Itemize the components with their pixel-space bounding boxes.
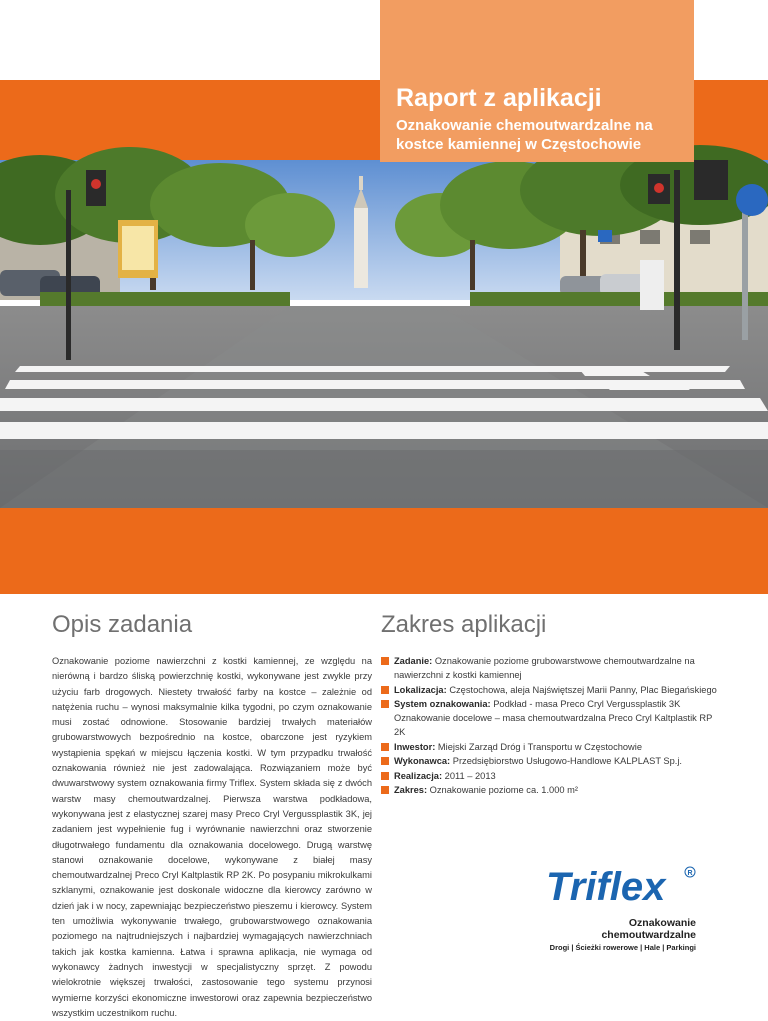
scope-item-task xyxy=(381,654,721,682)
scope-value: Podkład - masa Preco Cryl Vergussplastik 3K Oznakowanie docelowe – masa chemoutwardzalna Preco Cryl Kaltplastik RP 2K xyxy=(394,699,713,737)
page-subtitle xyxy=(396,116,680,154)
scope-value: 2011 – 2013 xyxy=(444,770,496,781)
triflex-logo xyxy=(532,860,702,952)
page-title: Raport z aplikacji xyxy=(396,84,602,112)
scope-value: Oznakowanie poziome grubowarstwowe chemoutwardzalne na nawierzchni z kostki kamiennej xyxy=(394,656,695,680)
scope-value: Częstochowa, aleja Najświętszej Marii Panny, Plac Biegańskiego xyxy=(449,684,717,695)
scope-list xyxy=(381,654,721,797)
bottom-orange-band xyxy=(0,508,768,594)
logo-brand-text: Triflex xyxy=(546,865,666,909)
title-box xyxy=(380,0,694,162)
scope-item-location xyxy=(381,683,721,697)
scope-item-system xyxy=(381,697,721,739)
scope-label: Zadanie: xyxy=(394,656,433,666)
scope-label: Wykonawca: xyxy=(394,756,451,766)
logo-tagline: Oznakowanie chemoutwardzalne xyxy=(601,917,696,941)
scope-value: Oznakowanie poziome ca. 1.000 m² xyxy=(429,785,578,795)
scope-label: Realizacja: xyxy=(394,770,443,781)
registered-mark-icon: R xyxy=(687,870,693,877)
scope-label: Lokalizacja: xyxy=(394,684,447,695)
bullet-square-icon xyxy=(381,686,389,694)
subtitle-line-2: kostce kamiennej w Częstochowie xyxy=(396,136,642,153)
bullet-square-icon xyxy=(381,743,389,751)
application-scope-heading: Zakres aplikacji xyxy=(381,611,547,638)
application-scope-section xyxy=(381,610,721,798)
bullet-square-icon xyxy=(381,772,389,780)
task-description-section xyxy=(52,610,372,1021)
bullet-square-icon xyxy=(381,757,389,765)
scope-label: Zakres: xyxy=(394,785,428,795)
subtitle-line-1: Oznakowanie chemoutwardzalne na xyxy=(396,117,653,134)
scope-value: Przedsiębiorstwo Usługowo-Handlowe KALPLAST Sp.j. xyxy=(452,756,683,766)
bullet-square-icon xyxy=(381,700,389,708)
bullet-square-icon xyxy=(381,786,389,794)
task-description-heading: Opis zadania xyxy=(52,611,193,638)
street-crosswalk-photo xyxy=(0,160,768,508)
bullet-square-icon xyxy=(381,657,389,665)
scope-item-contractor xyxy=(381,754,721,768)
scope-item-investor xyxy=(381,740,721,754)
logo-subline: Drogi | Ścieżki rowerowe | Hale | Parkingi xyxy=(549,943,696,952)
scope-value: Miejski Zarząd Dróg i Transportu w Częstochowie xyxy=(437,741,643,752)
triflex-logo-mark xyxy=(532,860,702,910)
scope-label: Inwestor: xyxy=(394,741,436,752)
scope-item-realization xyxy=(381,769,721,783)
scope-item-scope xyxy=(381,783,721,797)
scope-label: System oznakowania: xyxy=(394,699,491,709)
task-description-text: Oznakowanie poziome nawierzchni z kostki kamiennej, ze względu na nierówną i bardzo śliską powierzchnię kostki, wykonywane jest zwykle przy użyciu farb drogowych. Niestety trwałość farby na kostce – zależnie od natężenia ruchu – wynosi maksymalnie kilka tygodni, po czym oznakowanie musi zostać odnowione. Stosowanie bardziej trwałych materiałów grubowarstwowych bezpośrednio na kostce, obarczone jest ryzykiem wystąpienia spękań w miejscu łączenia kostki. W tym przypadku trwałość oznakowania również nie jest zadowalająca. Rozwiązaniem może być dwuwarstwowy system oznakowania firmy Triflex. System składa się z dwóch warstw masy chemoutwardzalnej. Pierwsza warstwa podkładowa, wykonywana jest z elastycznej szarej masy Preco Cryl Vergussplastik 3K, jej zadaniem jest wypełnienie fug i wyrównanie nawierzchni oraz stworzenie długotrwałego fundamentu dla oznakowania docelowego. Drugą warstwę stanowi oznakowanie docelowe, wykonywane z białej masy chemoutwardzalnej Preco Cryl Kaltplastik RP 2K. Po posypaniu mikrokulkami szklanymi, oznakowanie jest doskonale widoczne dla kierowcy zarówno w dzień jak i w nocy, zapewniając bezpieczeństwo pieszemu i kierowcy. System ten umożliwia wykonywanie trwałego, grubowarstwowego oznakowania poziomego na najtrudniejszych i najbardziej wymagających nawierzchniach takich jak kostka kamienna. Łatwa i sprawna aplikacja, nie wymaga od wykonawcy żadnych inwestycji w specjalistyczny sprzęt. Z powodu wielokrotnie większej trwałości, zastosowanie tego systemu przynosi wymierne korzyści ekonomiczne inwestorowi oraz zapewnia bezpieczeństwo wszystkim uczestnikom ruchu. xyxy=(52,656,372,1018)
